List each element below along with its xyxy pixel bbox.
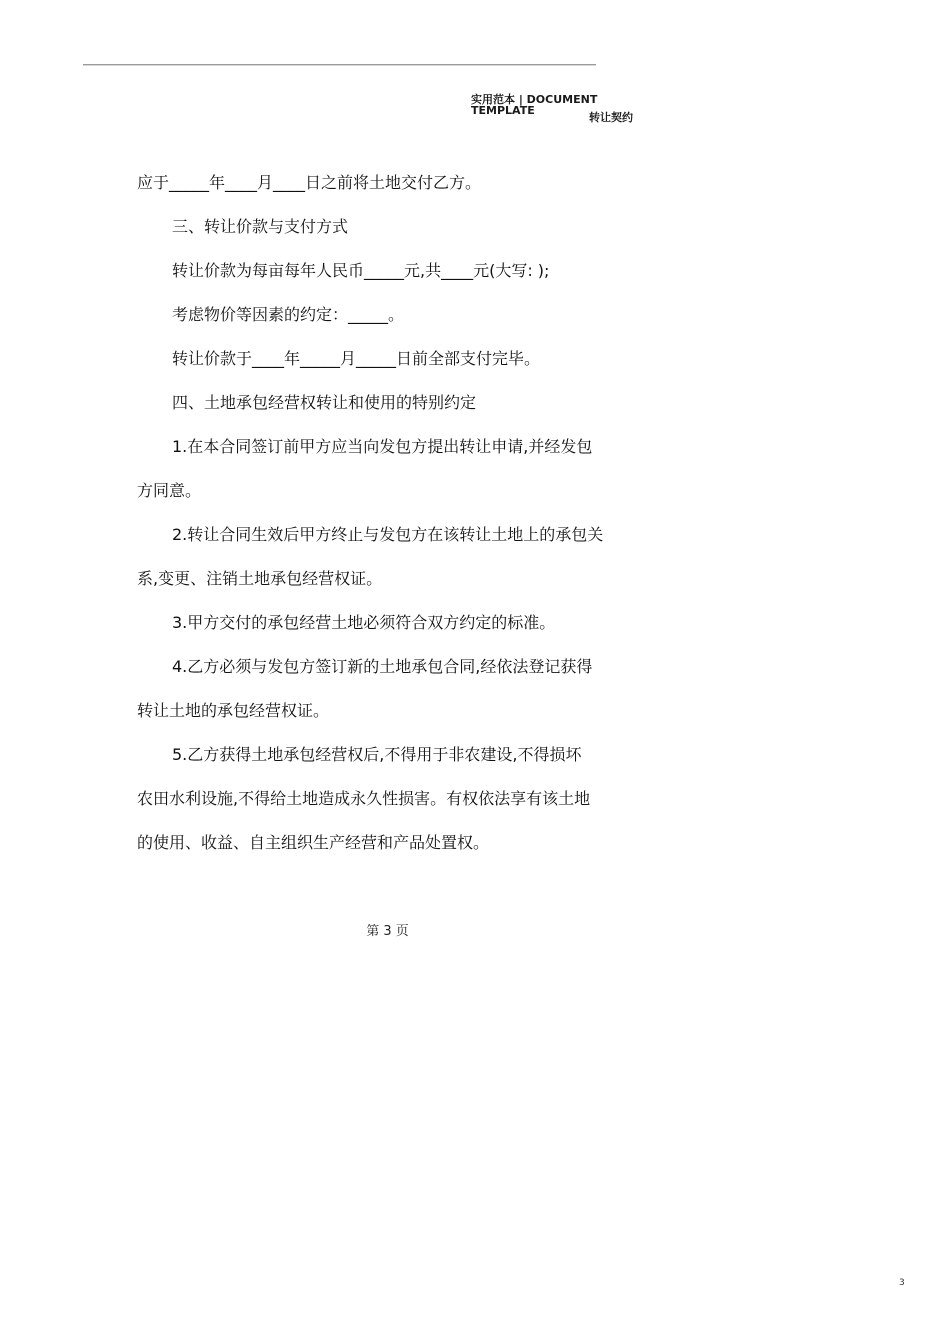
paragraph-line: 农田水利设施,不得给土地造成永久性损害。有权依法享有该土地 — [137, 789, 591, 808]
paragraph-line: 方同意。 — [137, 481, 202, 500]
paragraph-line: 转让土地的承包经营权证。 — [137, 701, 330, 720]
paragraph-line: 转让价款于____年_____月_____日前全部支付完毕。 — [172, 349, 541, 368]
header-brand: 实用范本 | DOCUMENT TEMPLATE — [471, 93, 598, 117]
paragraph-line: 四、土地承包经营权转让和使用的特别约定 — [172, 393, 477, 412]
paragraph-line: 4.乙方必须与发包方签订新的土地承包合同,经依法登记获得 — [172, 657, 593, 676]
paragraph-line: 2.转让合同生效后甲方终止与发包方在该转让土地上的承包关 — [172, 525, 604, 544]
paragraph-line: 三、转让价款与支付方式 — [172, 217, 349, 236]
page-footer: 第 3 页 — [366, 924, 409, 939]
corner-page-number: 3 — [899, 1278, 905, 1288]
paragraph-line: 应于_____年____月____日之前将土地交付乙方。 — [137, 173, 482, 192]
header-divider — [83, 64, 596, 65]
paragraph-line: 1.在本合同签订前甲方应当向发包方提出转让申请,并经发包 — [172, 437, 593, 456]
header-subtitle: 转让契约 — [589, 111, 633, 124]
document-body — [137, 161, 657, 865]
paragraph-line: 考虑物价等因素的约定：_____。 — [172, 305, 405, 324]
paragraph-line: 5.乙方获得土地承包经营权后,不得用于非农建设,不得损坏 — [172, 745, 582, 764]
paragraph-line: 转让价款为每亩每年人民币_____元,共____元(大写: ); — [172, 261, 550, 280]
paragraph-line: 的使用、收益、自主组织生产经营和产品处置权。 — [137, 833, 490, 852]
paragraph-line: 3.甲方交付的承包经营土地必须符合双方约定的标准。 — [172, 613, 556, 632]
paragraph-line: 系,变更、注销土地承包经营权证。 — [137, 569, 383, 588]
